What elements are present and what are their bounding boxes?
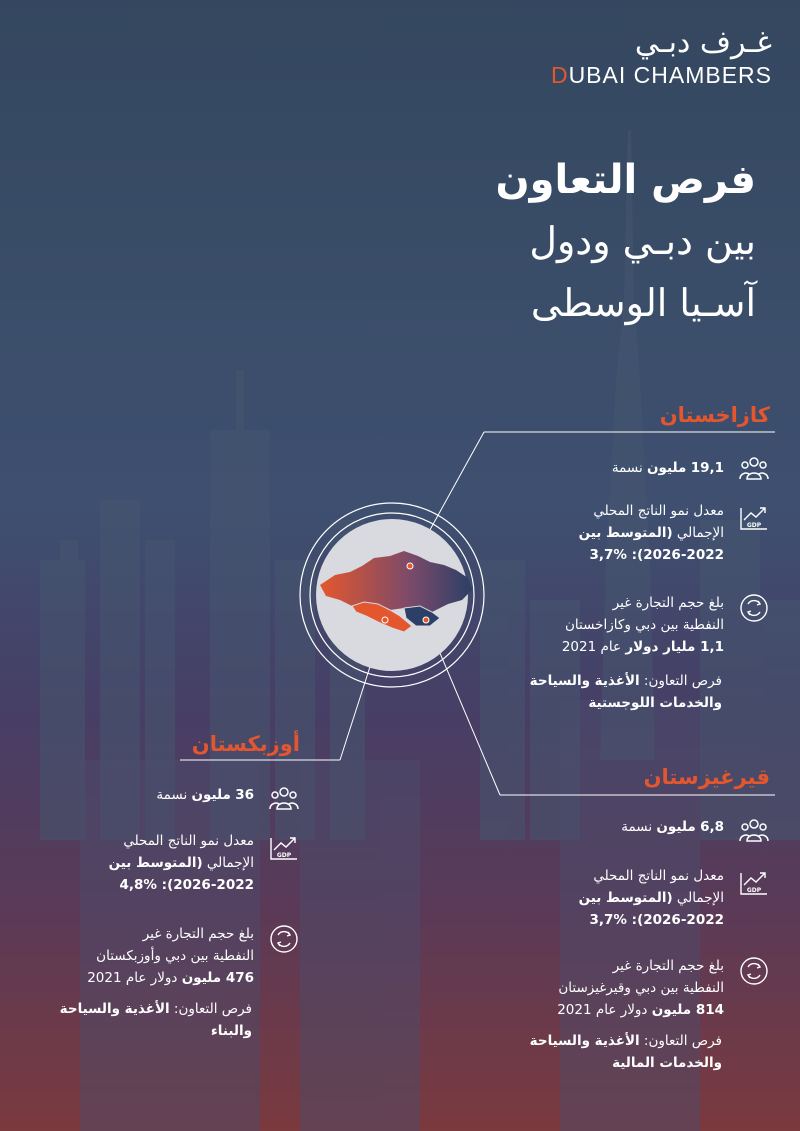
kazakhstan-title: كازاخستان xyxy=(659,403,770,427)
kyrgyzstan-coop: فرص التعاون: الأغذية والسياحة والخدمات المالية xyxy=(529,1033,722,1071)
svg-text:GDP: GDP xyxy=(746,887,762,894)
trade-cycle-icon xyxy=(268,923,300,955)
kazakhstan-coop: فرص التعاون: الأغذية والسياحة والخدمات اللوجستية xyxy=(529,673,722,711)
logo-arabic-text: غـرف دبـي xyxy=(634,25,772,60)
kazakhstan-gdp: GDP معدل نمو الناتج المحلي الإجمالي (المتوسط بين 2026-2022): 3,7% xyxy=(579,500,770,566)
uzbekistan-population: 36 مليون نسمة xyxy=(156,782,300,814)
uzbekistan-trade: بلغ حجم التجارة غير النفطية بين دبي وأوزبكستان 476 مليون دولار عام 2021 xyxy=(87,923,300,989)
kyrgyzstan-trade: بلغ حجم التجارة غير النفطية بين دبي وقيرغيزستان 814 مليون دولار عام 2021 xyxy=(557,955,770,1021)
uzbekistan-coop: فرص التعاون: الأغذية والسياحة والبناء xyxy=(59,1001,252,1039)
kyrgyzstan-marker xyxy=(423,617,429,623)
uzbekistan-marker xyxy=(382,617,388,623)
people-icon xyxy=(268,782,300,814)
svg-text:GDP: GDP xyxy=(276,852,292,859)
title-line-3: آسـيا الوسطى xyxy=(530,281,756,325)
kyrgyzstan-title: قيرغيزستان xyxy=(643,765,770,789)
people-icon xyxy=(738,452,770,484)
kazakhstan-marker xyxy=(407,563,413,569)
svg-text:GDP: GDP xyxy=(746,522,762,529)
uzbekistan-title: أوزبكستان xyxy=(191,732,300,756)
title-line-2: بين دبـي ودول xyxy=(529,219,756,263)
kyrgyzstan-gdp: GDP معدل نمو الناتج المحلي الإجمالي (المتوسط بين 2026-2022): 3,7% xyxy=(579,865,770,931)
kazakhstan-trade: بلغ حجم التجارة غير النفطية بين دبي وكازاخستان 1,1 مليار دولار عام 2021 xyxy=(562,592,770,658)
uzbekistan-gdp: GDP معدل نمو الناتج المحلي الإجمالي (المتوسط بين 2026-2022): 4,8% xyxy=(109,830,300,896)
trade-cycle-icon xyxy=(738,592,770,624)
title-line-1: فرص التعاون xyxy=(495,157,756,203)
logo-english-text: DUBAI CHAMBERS xyxy=(550,62,772,88)
gdp-chart-icon xyxy=(738,865,770,897)
gdp-chart-icon xyxy=(268,830,300,862)
kazakhstan-population: 19,1 مليون نسمة xyxy=(612,452,770,484)
people-icon xyxy=(738,814,770,846)
trade-cycle-icon xyxy=(738,955,770,987)
gdp-chart-icon xyxy=(738,500,770,532)
kyrgyzstan-population: 6,8 مليون نسمة xyxy=(621,814,770,846)
